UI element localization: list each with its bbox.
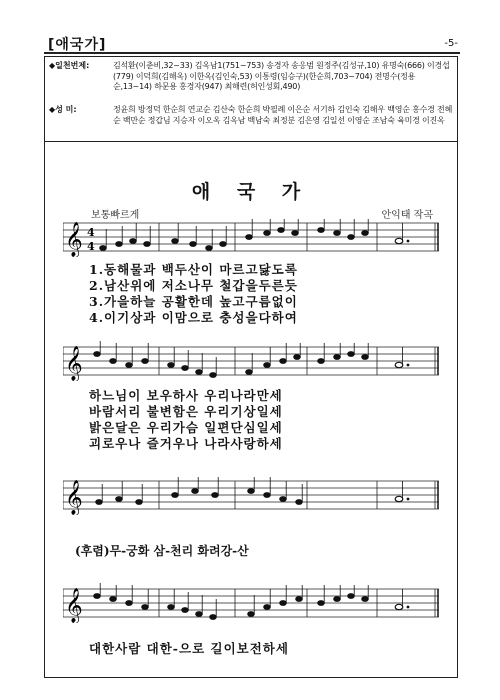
final-lyric: 대한사람 대한-으로 길이보전하세	[89, 641, 289, 656]
svg-text:4: 4	[87, 240, 95, 253]
tempo-marking: 보통빠르게	[91, 210, 140, 221]
verse-3-lyric-line-2: 밝은달은 우리가슴 일편단심일세	[89, 420, 283, 435]
refrain-lyric: (후렴)무-궁화 삼-천리 화려강-산	[75, 544, 249, 558]
info-box	[45, 57, 457, 141]
info-text: 정윤희 방정덕 한순희 연교순 김산숙 한순희 박필례 이은순 서기하 김인숙 김해우 백영순 홍수경 전혜순 백만순 정갑님 지승자 이오옥 김옥남 백남숙 최정분 김은영 김일선 이영순 조남숙 육미경 이진옥	[113, 105, 453, 125]
info-row-offering	[49, 61, 453, 93]
verse-1-lyric: 1.동해물과 백두산이 마르고닳도록	[89, 262, 298, 277]
verse-3-lyric: 3.가을하늘 공활한데 높고구름없이	[89, 294, 298, 309]
info-separator	[45, 141, 457, 142]
composer-credit: 안익태 작곡	[381, 210, 433, 221]
verse-4-lyric: 4.이기상과 이맘으로 충성을다하여	[89, 310, 298, 325]
content-frame	[44, 56, 458, 678]
header-title: [애국가]	[48, 37, 107, 53]
time-signature: 4	[87, 226, 95, 239]
treble-clef-icon: 𝄞	[65, 480, 83, 515]
verse-4-lyric-line-2: 괴로우나 즐거우나 나라사랑하세	[89, 436, 283, 451]
song-title: 애 국 가	[191, 181, 311, 203]
page-number: -5-	[444, 38, 458, 49]
treble-clef-icon: 𝄞	[65, 588, 83, 623]
music-staff-4	[63, 583, 439, 623]
verse-2-lyric: 2.남산위에 저소나무 철갑을두른듯	[89, 278, 298, 293]
verse-2-lyric-line-2: 바람서리 불변함은 우리기상일세	[89, 404, 283, 419]
info-row-choir	[49, 105, 453, 126]
music-staff-3	[63, 475, 439, 515]
verse-1-lyric-line-2: 하느님이 보우하사 우리나라만세	[89, 388, 283, 403]
header-rule	[44, 52, 460, 54]
treble-clef-icon: 𝄞	[65, 222, 83, 257]
info-label: ◆성 미:	[49, 105, 77, 114]
info-label: ◆일천번제:	[49, 61, 90, 70]
music-staff-2	[63, 341, 439, 381]
music-staff-1	[63, 217, 439, 257]
info-text: 김석환(이춘비,32~33) 김옥남1(751~753) 송경자 송응범 원정주(김성규,10) 유명숙(666) 이경섭(779) 이덕희(김해옥) 이한옥(김인숙,53) 이통령(임승구)(한순희,703~704) 전명수(정용순,13~14) 하문용 홍경자(947) 최해련(허인성회,490)	[113, 61, 450, 91]
treble-clef-icon: 𝄞	[65, 346, 83, 381]
